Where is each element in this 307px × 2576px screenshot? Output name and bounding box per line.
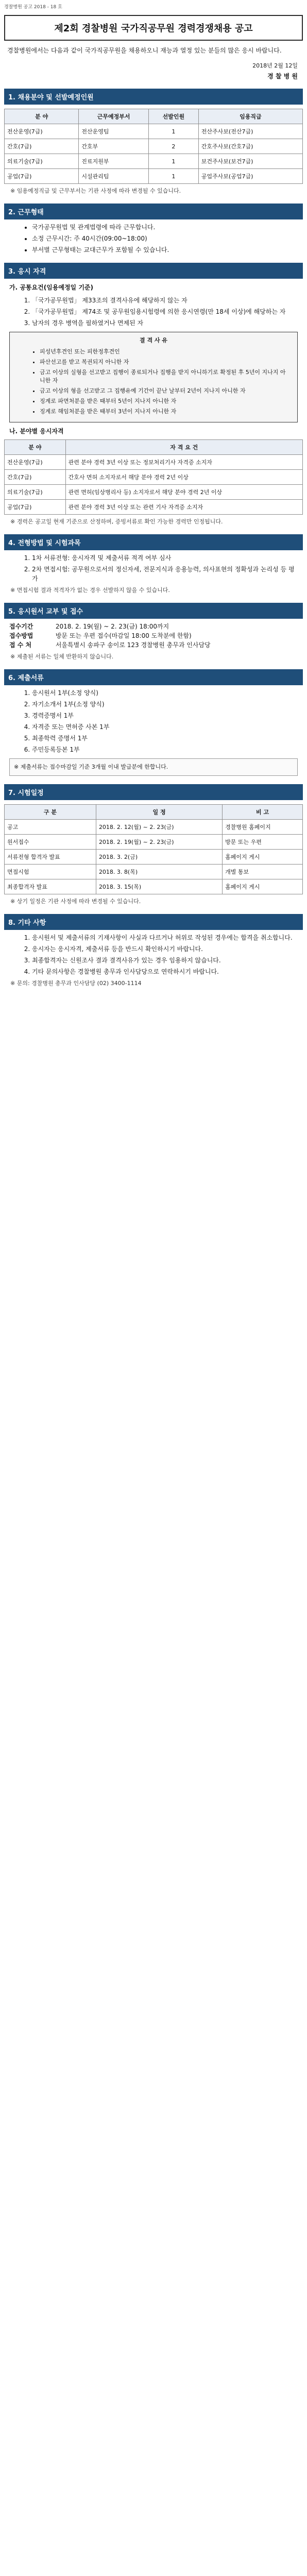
list-item: • 금고 이상의 형을 선고받고 그 집행유예 기간이 끝난 날부터 2년이 지나지 아니한 자 — [40, 387, 288, 395]
list-item: 4. 자격증 또는 면허증 사본 1부 — [32, 722, 296, 732]
section-8-title: 8. 기타 사항 — [4, 914, 303, 930]
table-cell: 시설관리팀 — [79, 169, 148, 184]
table-cell: 1 — [148, 124, 198, 139]
schedule-table — [4, 804, 303, 894]
announcement-date: 2018년 2월 12일 — [252, 62, 298, 69]
intro-text: 경찰병원에서는 다음과 같이 국가직공무원을 채용하오니 재능과 열정 있는 분들의 많은 응시 바랍니다. — [7, 47, 282, 54]
documents-list — [11, 688, 296, 754]
disqualification-box — [9, 332, 298, 422]
table-cell: 홈페이지 게시 — [223, 879, 303, 894]
table-row — [5, 850, 303, 865]
section-1-note: ※ 임용예정직급 및 근무부서는 기관 사정에 따라 변경될 수 있습니다. — [10, 188, 181, 194]
section-3 — [4, 263, 303, 526]
table-row — [5, 154, 303, 169]
section-5 — [4, 603, 303, 661]
table-cell: 경찰병원 홈페이지 — [223, 820, 303, 835]
section-3-note: ※ 경력은 공고일 현재 기준으로 산정하며, 증빙서류로 확인 가능한 경력만 인정됩니다. — [10, 518, 223, 525]
list-item: • 국가공무원법 및 관계법령에 따라 근무합니다. — [32, 223, 296, 232]
kv-value: 서울특별시 송파구 송이로 123 경찰병원 총무과 인사담당 — [55, 641, 211, 649]
table-cell: 2018. 3. 8(목) — [96, 865, 222, 879]
table-cell: 간호부 — [79, 139, 148, 154]
section-3-subtitle-1: 가. 공통요건(임용예정일 기준) — [9, 284, 93, 291]
common-requirements-list — [11, 296, 296, 328]
section-3-subtitle-2: 나. 분야별 응시자격 — [9, 428, 64, 435]
table-header: 비 고 — [223, 805, 303, 820]
kv-row — [9, 622, 298, 631]
list-item: • 징계로 파면처분을 받은 때부터 5년이 지나지 아니한 자 — [40, 397, 288, 405]
work-type-list — [11, 223, 296, 255]
kv-value: 2018. 2. 19(월) ~ 2. 23(금) 18:00까지 — [55, 623, 169, 630]
table-row — [5, 835, 303, 850]
section-2-title: 2. 근무형태 — [4, 204, 303, 219]
kv-row — [9, 640, 298, 650]
section-7-title: 7. 시험일정 — [4, 784, 303, 800]
organization-name: 경 찰 병 원 — [267, 73, 298, 80]
table-header: 선발인원 — [148, 109, 198, 124]
table-cell: 1 — [148, 169, 198, 184]
table-cell: 전산운영(7급) — [5, 455, 66, 470]
misc-list — [11, 933, 296, 976]
table-cell: 2 — [148, 139, 198, 154]
list-item: 5. 최종학력 증명서 1부 — [32, 734, 296, 743]
documents-box: ※ 제출서류는 접수마감일 기준 3개월 이내 발급분에 한합니다. — [9, 758, 298, 776]
table-cell: 2018. 3. 2(금) — [96, 850, 222, 865]
table-header: 일 정 — [96, 805, 222, 820]
table-cell: 공업주사보(공업7급) — [198, 169, 302, 184]
page-title — [4, 15, 303, 41]
list-item: 2. 자기소개서 1부(소정 양식) — [32, 700, 296, 709]
list-item: • 금고 이상의 실형을 선고받고 집행이 종료되거나 집행을 받지 아니하기로 확정된 후 5년이 지나지 아니한 자 — [40, 368, 288, 385]
table-cell: 개별 통보 — [223, 865, 303, 879]
table-cell: 보건주사보(보건7급) — [198, 154, 302, 169]
table-header: 자 격 요 건 — [65, 440, 302, 455]
table-cell: 관련 분야 경력 3년 이상 또는 정보처리기사 자격증 소지자 — [65, 455, 302, 470]
table-cell: 간호사 면허 소지자로서 해당 분야 경력 2년 이상 — [65, 470, 302, 485]
table-row — [5, 865, 303, 879]
section-4-title: 4. 전형방법 및 시험과목 — [4, 534, 303, 550]
list-item: 2. 응시자는 응시자격, 제출서류 등을 반드시 확인하시기 바랍니다. — [32, 944, 296, 954]
list-item: • 피성년후견인 또는 피한정후견인 — [40, 348, 288, 356]
announcement-meta: 경찰병원 공고 2018 - 18 호 — [4, 5, 62, 10]
table-cell: 전산주사보(전산7급) — [198, 124, 302, 139]
list-item: • 파산선고를 받고 복권되지 아니한 자 — [40, 358, 288, 366]
table-cell: 최종합격자 발표 — [5, 879, 96, 894]
list-item: 1. 응시원서 1부(소정 양식) — [32, 688, 296, 698]
list-item: 3. 남자의 경우 병역을 필하였거나 면제된 자 — [32, 318, 296, 328]
disqualification-title: 결 격 사 유 — [140, 337, 167, 344]
list-item: 3. 최종합격자는 신원조사 결과 결격사유가 있는 경우 임용하지 않습니다. — [32, 956, 296, 965]
application-kv — [9, 622, 298, 650]
list-item: 1. 1차 서류전형: 응시자격 및 제출서류 적격 여부 심사 — [32, 553, 296, 563]
kv-row — [9, 631, 298, 640]
table-header: 임용직급 — [198, 109, 302, 124]
table-row — [5, 169, 303, 184]
table-cell: 공고 — [5, 820, 96, 835]
table-cell: 전산운영팀 — [79, 124, 148, 139]
table-cell: 의료기술(7급) — [5, 485, 66, 500]
table-header: 분 야 — [5, 440, 66, 455]
section-6-title: 6. 제출서류 — [4, 669, 303, 685]
table-row — [5, 485, 303, 500]
table-cell: 면접시험 — [5, 865, 96, 879]
kv-key: 접수기간 — [9, 623, 33, 630]
page-title-text: 제2회 경찰병원 국가직공무원 경력경쟁채용 공고 — [54, 23, 253, 34]
section-2 — [4, 204, 303, 255]
table-row — [5, 470, 303, 485]
table-cell: 관련 분야 경력 3년 이상 또는 관련 기사 자격증 소지자 — [65, 500, 302, 515]
table-row — [5, 820, 303, 835]
section-6 — [4, 669, 303, 776]
kv-key: 접 수 처 — [9, 641, 32, 649]
table-cell: 2018. 2. 19(월) ~ 2. 23(금) — [96, 835, 222, 850]
section-5-note: ※ 제출된 서류는 일체 반환하지 않습니다. — [10, 653, 114, 660]
table-cell: 공업(7급) — [5, 500, 66, 515]
page — [4, 0, 303, 1006]
section-8 — [4, 914, 303, 988]
list-item: 2. 2차 면접시험: 공무원으로서의 정신자세, 전문지식과 응용능력, 의사표현의 정확성과 논리성 등 평가 — [32, 565, 296, 583]
table-cell: 간호(7급) — [5, 470, 66, 485]
list-item: 2. 「국가공무원법」 제74조 및 공무원임용시험령에 의한 응시연령(만 18세 이상)에 해당하는 자 — [32, 307, 296, 316]
kv-value: 방문 또는 우편 접수(마감일 18:00 도착분에 한함) — [55, 632, 192, 639]
table-row — [5, 500, 303, 515]
list-item: • 부서별 근무형태는 교대근무가 포함될 수 있습니다. — [32, 245, 296, 255]
section-5-title: 5. 응시원서 교부 및 접수 — [4, 603, 303, 619]
section-3-title: 3. 응시 자격 — [4, 263, 303, 279]
section-1-title: 1. 채용분야 및 선발예정인원 — [4, 89, 303, 105]
table-cell: 간호주사보(간호7급) — [198, 139, 302, 154]
table-cell: 홈페이지 게시 — [223, 850, 303, 865]
section-1 — [4, 89, 303, 195]
table-header: 분 야 — [5, 109, 79, 124]
qualification-table — [4, 439, 303, 515]
kv-key: 접수방법 — [9, 632, 33, 639]
section-7 — [4, 784, 303, 906]
table-row — [5, 455, 303, 470]
contact-note: ※ 문의: 경찰병원 총무과 인사담당 (02) 3400-1114 — [10, 980, 142, 987]
table-cell: 방문 또는 우편 — [223, 835, 303, 850]
disqualification-list — [19, 348, 288, 416]
table-cell: 전산운영(7급) — [5, 124, 79, 139]
table-header: 구 분 — [5, 805, 96, 820]
list-item: • 징계로 해임처분을 받은 때부터 3년이 지나지 아니한 자 — [40, 408, 288, 416]
list-item: • 소정 근무시간: 주 40시간(09:00~18:00) — [32, 234, 296, 243]
table-cell: 관련 면허(임상병리사 등) 소지자로서 해당 분야 경력 2년 이상 — [65, 485, 302, 500]
table-row — [5, 124, 303, 139]
selection-process-list — [11, 553, 296, 583]
table-cell: 1 — [148, 154, 198, 169]
list-item: 4. 기타 문의사항은 경찰병원 총무과 인사담당으로 연락하시기 바랍니다. — [32, 967, 296, 976]
table-cell: 원서접수 — [5, 835, 96, 850]
table-cell: 진료지원부 — [79, 154, 148, 169]
list-item: 6. 주민등록등본 1부 — [32, 745, 296, 754]
table-cell: 간호(7급) — [5, 139, 79, 154]
section-4 — [4, 534, 303, 595]
recruitment-table — [4, 109, 303, 184]
table-header: 근무예정부서 — [79, 109, 148, 124]
table-cell: 의료기술(7급) — [5, 154, 79, 169]
table-cell: 공업(7급) — [5, 169, 79, 184]
table-cell: 2018. 2. 12(월) ~ 2. 23(금) — [96, 820, 222, 835]
list-item: 1. 응시원서 및 제출서류의 기재사항이 사실과 다르거나 허위로 작성된 경우에는 합격을 취소합니다. — [32, 933, 296, 942]
section-7-note: ※ 상기 일정은 기관 사정에 따라 변경될 수 있습니다. — [10, 898, 141, 905]
table-row — [5, 879, 303, 894]
section-4-note: ※ 면접시험 결과 적격자가 없는 경우 선발하지 않을 수 있습니다. — [10, 587, 170, 594]
list-item: 3. 경력증명서 1부 — [32, 711, 296, 720]
table-row — [5, 139, 303, 154]
table-cell: 서류전형 합격자 발표 — [5, 850, 96, 865]
table-cell: 2018. 3. 15(목) — [96, 879, 222, 894]
list-item: 1. 「국가공무원법」 제33조의 결격사유에 해당하지 않는 자 — [32, 296, 296, 305]
